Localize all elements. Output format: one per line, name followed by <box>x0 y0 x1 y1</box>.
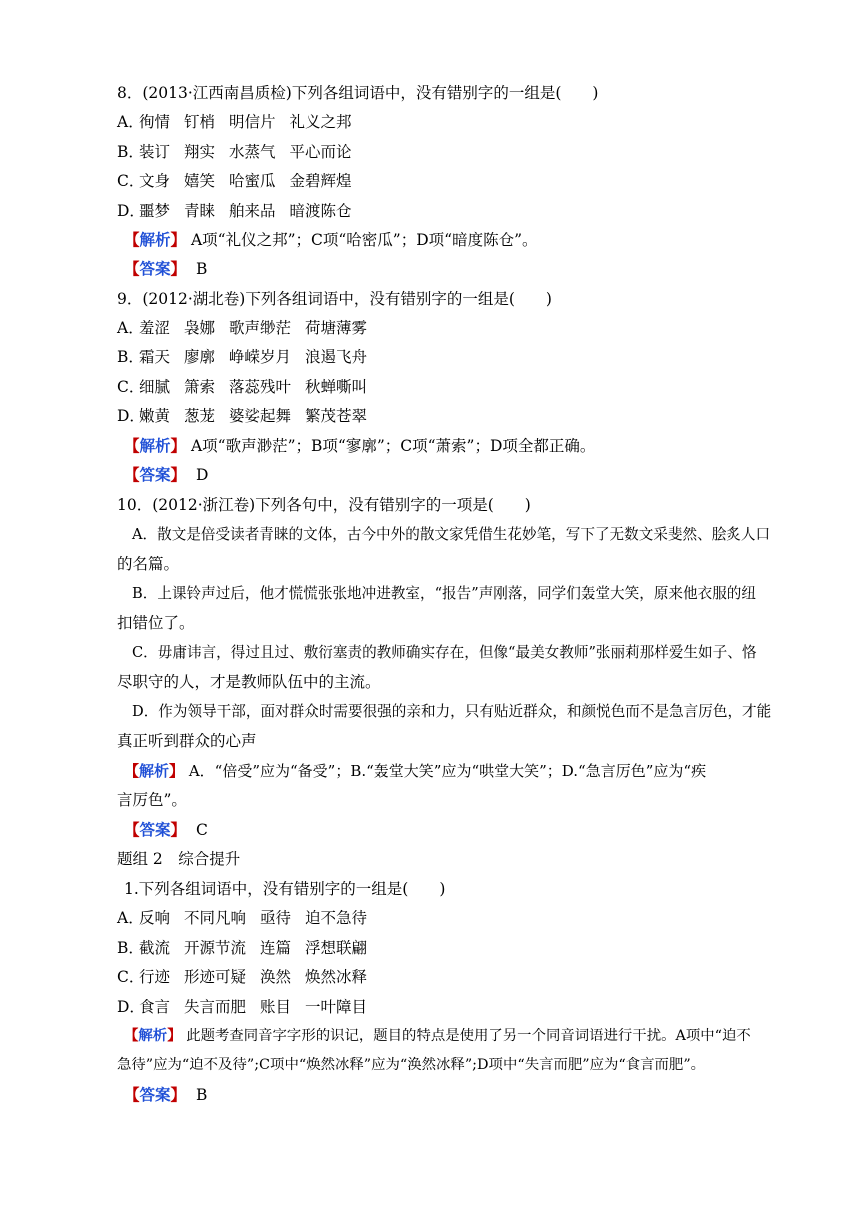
question-10-option-c-line2: 尽职守的人，才是教师队伍中的主流。 <box>117 673 381 691</box>
question-8-option-d <box>0 200 860 222</box>
option-word: 装订 <box>139 143 171 161</box>
option-word: 嫩黄 <box>139 407 171 425</box>
option-word: 舶来品 <box>229 202 276 220</box>
option-word: 一叶障目 <box>305 998 368 1016</box>
question-10-option-d-line1: D．作为领导干部，面对群众时需要很强的亲和力，只有贴近群众，和颜悦色而不是急言厉色，才能 <box>132 703 772 720</box>
option-word: 袅娜 <box>184 319 216 337</box>
question-10-answer <box>0 819 860 841</box>
option-label: B． <box>117 939 144 957</box>
option-word: 行迹 <box>139 968 171 986</box>
option-word: 细腻 <box>139 378 171 396</box>
group-2-option-b <box>0 937 860 959</box>
analysis-text: A．“倍受”应为“备受”；B.“轰堂大笑”应为“哄堂大笑”；D.“急言厉色”应为“疾 <box>188 762 707 780</box>
option-word: 噩梦 <box>139 202 171 220</box>
option-word: 荷塘薄雾 <box>305 319 368 337</box>
analysis-tag: 【解析】 <box>124 762 185 780</box>
analysis-tag: 【解析】 <box>124 1027 182 1044</box>
option-word: 霜天 <box>139 348 171 366</box>
option-word: 反响 <box>139 909 171 927</box>
option-label: C． <box>117 968 145 986</box>
option-word: 青睐 <box>184 202 216 220</box>
answer-tag: 【答案】 <box>124 465 187 484</box>
option-word: 食言 <box>139 998 171 1016</box>
option-word: 浮想联翩 <box>305 939 368 957</box>
option-word: 文身 <box>139 172 171 190</box>
group-2-analysis-line2: 急待”应为“迫不及待”;C项中“焕然冰释”应为“涣然冰释”;D项中“失言而肥”应为“食言而肥”。 <box>117 1057 706 1073</box>
answer-tag: 【答案】 <box>124 1085 187 1104</box>
group-2-title: 题组 2 综合提升 <box>117 850 241 868</box>
option-label: C． <box>117 378 145 396</box>
option-word: 钉梢 <box>184 113 216 131</box>
option-word: 峥嵘岁月 <box>229 348 292 366</box>
group-2-option-c <box>0 966 860 988</box>
question-10-option-d-line2: 真正听到群众的心声 <box>117 732 257 750</box>
analysis-tag: 【解析】 <box>124 436 187 455</box>
question-10-option-c-line1: C．毋庸讳言，得过且过、敷衍塞责的教师确实存在，但像“最美女教师”张丽莉那样爱生如子、恪 <box>132 644 757 661</box>
question-9-answer <box>0 464 860 486</box>
group-2-question-1-stem: 1.下列各组词语中，没有错别字的一组是( ) <box>124 880 446 898</box>
question-8-option-a <box>0 111 860 133</box>
option-word: 葱茏 <box>184 407 216 425</box>
question-9-option-c <box>0 376 860 398</box>
option-word: 嬉笑 <box>184 172 216 190</box>
option-label: A． <box>117 113 144 131</box>
option-label: B． <box>117 143 144 161</box>
question-10-analysis-line1 <box>0 760 860 782</box>
question-9-option-d <box>0 405 860 427</box>
option-word: 不同凡响 <box>184 909 247 927</box>
option-word: 迫不急待 <box>305 909 368 927</box>
question-9-analysis <box>0 435 860 457</box>
option-word: 廖廓 <box>184 348 216 366</box>
option-label: C． <box>117 172 145 190</box>
option-label: D． <box>117 998 145 1016</box>
option-word: 浪遏飞舟 <box>305 348 368 366</box>
option-word: 涣然 <box>260 968 292 986</box>
option-word: 翔实 <box>184 143 216 161</box>
question-10-option-b-line2: 扣错位了。 <box>117 614 195 632</box>
answer-value: B <box>196 1086 208 1104</box>
option-word: 箫索 <box>184 378 216 396</box>
option-label: B． <box>117 348 144 366</box>
option-word: 暗渡陈仓 <box>289 202 352 220</box>
question-9-option-a <box>0 317 860 339</box>
group-2-analysis-line1 <box>0 1025 860 1047</box>
answer-tag: 【答案】 <box>124 820 187 839</box>
option-word: 开源节流 <box>184 939 247 957</box>
question-8-option-b <box>0 141 860 163</box>
group-2-option-a <box>0 907 860 929</box>
question-10-option-b-line1: B．上课铃声过后，他才慌慌张张地冲进教室，“报告”声刚落，同学们轰堂大笑，原来他衣服的纽 <box>132 585 756 602</box>
option-label: A． <box>117 909 144 927</box>
option-word: 平心而论 <box>289 143 352 161</box>
answer-value: B <box>196 260 208 278</box>
option-word: 羞涩 <box>139 319 171 337</box>
question-10-option-a-line1: A．散文是倍受读者青睐的文体，古今中外的散文家凭借生花妙笔，写下了无数文采斐然、脍炙人口 <box>132 526 771 543</box>
question-10-analysis-line2: 言厉色”。 <box>117 791 187 809</box>
group-2-option-d <box>0 996 860 1018</box>
analysis-text: A项“歌声渺茫”；B项“寥廓”；C项“萧索”；D项全都正确。 <box>190 437 596 455</box>
question-10-stem: 10．(2012·浙江卷)下列各句中，没有错别字的一项是( ) <box>117 496 531 514</box>
question-10-option-a-line2: 的名篇。 <box>117 555 180 573</box>
option-word: 歌声缈茫 <box>229 319 292 337</box>
option-word: 繁茂苍翠 <box>305 407 368 425</box>
option-word: 徇情 <box>139 113 171 131</box>
option-word: 截流 <box>139 939 171 957</box>
option-word: 账目 <box>260 998 292 1016</box>
option-label: A． <box>117 319 144 337</box>
answer-tag: 【答案】 <box>124 259 187 278</box>
option-word: 形迹可疑 <box>184 968 247 986</box>
option-word: 金碧辉煌 <box>289 172 352 190</box>
question-8-option-c <box>0 170 860 192</box>
question-9-option-b <box>0 346 860 368</box>
question-9-stem: 9．(2012·湖北卷)下列各组词语中，没有错别字的一组是( ) <box>117 290 552 308</box>
option-word: 礼义之邦 <box>289 113 352 131</box>
option-word: 亟待 <box>260 909 292 927</box>
option-word: 水蒸气 <box>229 143 276 161</box>
option-word: 焕然冰释 <box>305 968 368 986</box>
analysis-text: 此题考查同音字字形的识记，题目的特点是使用了另一个同音词语进行干扰。A项中“迫不 <box>186 1028 751 1044</box>
option-label: D． <box>117 407 145 425</box>
option-word: 哈蜜瓜 <box>229 172 276 190</box>
group-2-answer <box>0 1084 860 1106</box>
answer-value: C <box>196 821 208 839</box>
answer-value: D <box>196 466 209 484</box>
option-word: 落蕊残叶 <box>229 378 292 396</box>
option-word: 明信片 <box>229 113 276 131</box>
option-word: 失言而肥 <box>184 998 247 1016</box>
question-8-analysis <box>0 229 860 251</box>
analysis-text: A项“礼仪之邦”；C项“哈密瓜”；D项“暗度陈仓”。 <box>190 231 538 249</box>
option-label: D． <box>117 202 145 220</box>
question-8-answer <box>0 258 860 280</box>
question-8-stem: 8．(2013·江西南昌质检)下列各组词语中，没有错别字的一组是( ) <box>117 84 599 102</box>
option-word: 婆娑起舞 <box>229 407 292 425</box>
option-word: 连篇 <box>260 939 292 957</box>
analysis-tag: 【解析】 <box>124 230 187 249</box>
option-word: 秋蝉嘶叫 <box>305 378 368 396</box>
